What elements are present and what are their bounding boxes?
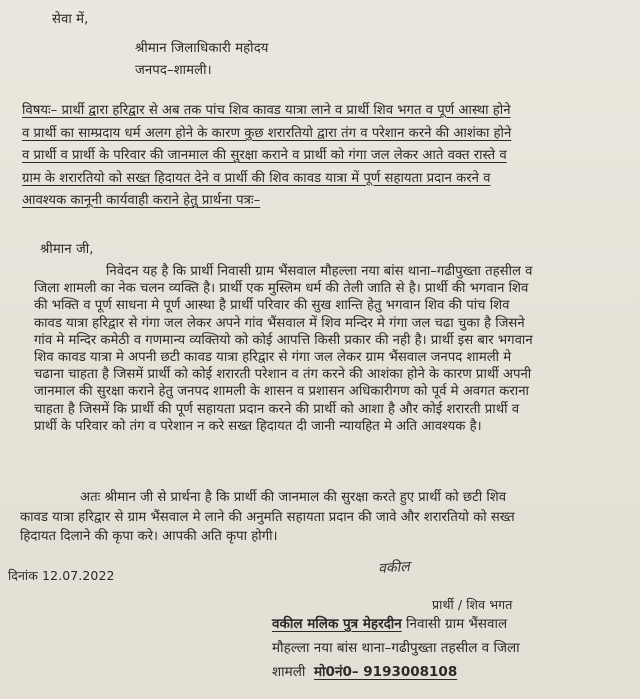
addressee-title: श्रीमान जिलाधिकारी महोदय — [135, 41, 269, 56]
sender-district: शामली — [272, 664, 314, 680]
sender-name: वकील मलिक पुत्र मेहरदीन — [272, 616, 402, 632]
body-line: जानमाल की सुरक्षा कराने हेतु जनपद शामली के शासन व प्रशासन अधिकारीगण को पूर्व मे अवगत कराना — [34, 384, 529, 400]
body-line: चाहता है जिसमें कि प्रार्थी की पूर्ण सहायता प्रदान करने की प्रार्थी को आशा है और कोई शरारती प्रार्थी व — [34, 401, 520, 417]
sender-line-1 — [272, 612, 632, 636]
sender-line-3 — [272, 660, 632, 684]
handwritten-signature: वकील — [377, 558, 411, 578]
greeting: श्रीमान जी, — [40, 242, 94, 257]
salutation-top: सेवा में, — [52, 12, 89, 27]
subject-line: व प्रार्थी का साम्प्रदाय धर्म अलग होने के कारण कुछ शरारतियो द्वारा तंग व परेशान करने की आशंका होने — [22, 125, 512, 141]
subject-line: विषयः– प्रार्थी द्वारा हरिद्वार से अब तक पांच शिव कावड यात्रा लाने व प्रार्थी शिव भगत व पूर्ण आस्था होने — [22, 103, 511, 118]
body-line: गांव मे मन्दिर कमेठी व गणमान्य व्यक्तियो को कोई आपत्ति किसी प्रकार की नही है। प्रार्थी इस बार भगवान — [34, 332, 533, 348]
sender-mobile: मो0नं0– 9193008108 — [313, 664, 458, 680]
body-line: चढाना चाहता है जिसमें प्रार्थी को कोई शरारती परेशान व तंग करने की आशंका होने के कारण प्रार्थी अपनी — [34, 367, 532, 383]
letter-date: दिनांक 12.07.2022 — [8, 568, 115, 583]
sender-address-line: मौहल्ला नया बांस थाना–गढीपुख्ता तहसील व जिला — [272, 640, 520, 656]
closing-line: अतः श्रीमान जी से प्रार्थना है कि प्रार्थी की जानमाल की सुरक्षा करते हुए प्रार्थी को छटी शिव — [80, 490, 507, 505]
subject-line: व प्रार्थी व प्रार्थी के परिवार की जानमाल की सुरक्षा कराने व प्रार्थी को गंगा जल लेकर आते वक्त रास्ते व — [22, 148, 507, 163]
body-line: निवेदन यह है कि प्रार्थी निवासी ग्राम भैंसवाल मौहल्ला नया बांस थाना–गढीपुख्ता तहसील व — [106, 264, 533, 279]
subject-line: ग्राम के शरारतियो को सख्त हिदायत देने व प्रार्थी की शिव कावड यात्रा में पूर्ण सहायता प्रदान करने व — [22, 170, 491, 186]
closing-paragraph — [20, 488, 620, 547]
sender-address-part: निवासी ग्राम भैंसवाल — [401, 616, 508, 632]
body-line: शिव कावड यात्रा मे अपनी छटी कावड यात्रा हरिद्वार से गंगा जल लेकर ग्राम भैंसवाल जनपद शामली मे — [34, 350, 512, 366]
signatory-role: प्रार्थी / शिव भगत — [432, 597, 513, 612]
subject-line: आवश्यक कानूनी कार्यवाही कराने हेतु प्रार्थना पत्रः– — [22, 193, 261, 208]
body-line: की भक्ति व पूर्ण साधना मे पूर्ण आस्था है प्रार्थी परिवार की सुख शान्ति हेतु भगवान शिव की पांच शिव — [34, 298, 510, 314]
body-line: कावड यात्रा हरिद्वार से गंगा जल लेकर अपने गांव भैंसवाल में शिव मन्दिर मे गंगा जल चढा चुका है जिसने — [34, 315, 525, 331]
body-paragraph — [34, 263, 624, 435]
addressee-district: जनपद–शामली। — [135, 63, 212, 78]
closing-line: कावड यात्रा हरिद्वार से ग्राम भैंसवाल मे लाने की अनुमति सहायता प्रदान की जावे और शरारतियो को सख्त — [20, 509, 515, 525]
sender-block — [272, 612, 632, 684]
subject-block — [22, 100, 622, 213]
body-line: जिला शामली का नेक चलन व्यक्ति है। प्रार्थी एक मुस्लिम धर्म की तेली जाति से है। प्रार्थी की भगवान शिव — [34, 281, 529, 297]
closing-line: हिदायत दिलाने की कृपा करे। आपकी अति कृपा होगी। — [20, 529, 278, 544]
body-line: प्रार्थी के परिवार को तंग व परेशान न करे सख्त हिदायत दी जानी न्यायहित मे अति आवश्यक है। — [34, 418, 482, 434]
